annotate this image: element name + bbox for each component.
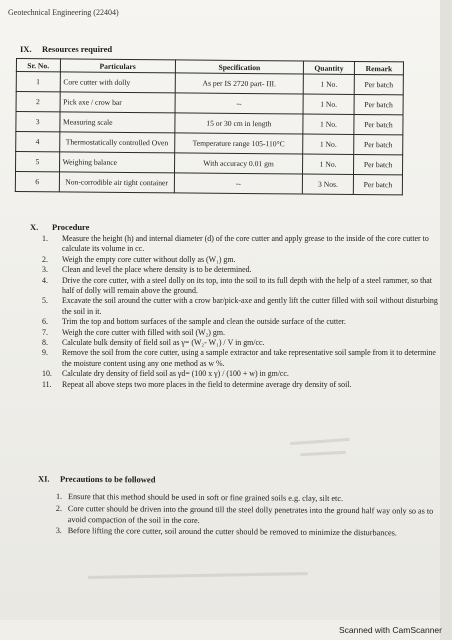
cell-specification: Temperature range 105-110°C	[175, 133, 303, 154]
step-text: Drive the core cutter, with a steel dolly on its top, into the soil to its full depth with the help of a steel rammer, so that half of dolly will remain above the ground.	[62, 275, 432, 296]
cell-quantity: 1 No.	[303, 94, 354, 114]
precautions-title: Precautions to be followed	[59, 473, 156, 485]
precautions-number: XI.	[37, 473, 50, 484]
step-number: 8.	[42, 338, 48, 348]
step-text: Calculate dry density of field soil as γd= (100 x γ) / (100 + w) in gm/cc.	[62, 369, 289, 379]
cell-specification: As per IS 2720 part- III.	[175, 73, 303, 94]
cell-remark: Per batch	[354, 154, 403, 174]
cell-particulars: Weighing balance	[59, 152, 174, 173]
cell-sr-no: 4	[16, 132, 60, 152]
step-number: 1.	[42, 234, 48, 243]
list-item	[55, 526, 436, 539]
step-text: Repeat all above steps two more places in the field to determine average dry density of soil.	[62, 379, 352, 389]
step-number: 10.	[42, 369, 52, 379]
list-item	[42, 265, 440, 275]
step-number: 9.	[42, 348, 48, 358]
column-header-sr-no: Sr. No.	[16, 59, 60, 72]
precaution-text: Before lifting the core cutter, soil around the cutter should be removed to minimize the disturbances.	[67, 526, 397, 538]
cell-quantity: 1 No.	[303, 134, 354, 154]
step-number: 2.	[42, 254, 48, 264]
step-number: 3.	[42, 265, 48, 275]
procedure-title: Procedure	[52, 222, 90, 232]
step-number: 11.	[42, 379, 52, 389]
cell-sr-no: 5	[16, 152, 60, 172]
step-text: Excavate the soil around the cutter with a crow bar/pick-axe and gently lift the cutter filled with soil without disturbing the soil in it.	[62, 296, 438, 316]
cell-specification: 15 or 30 cm in length	[175, 113, 303, 134]
cell-sr-no: 6	[15, 172, 59, 192]
cell-remark: Per batch	[354, 134, 403, 154]
step-text: Clean and level the place where density is to be determined.	[62, 265, 252, 275]
list-item	[42, 296, 440, 317]
cell-quantity: 1 No.	[303, 74, 354, 94]
precaution-text: Core cutter should be driven into the ground till the steel dolly penetrates into the ground half way only so as to avoid compaction of the soil in the core.	[67, 503, 434, 525]
cell-particulars: Core cutter with dolly	[60, 72, 175, 93]
cell-quantity: 1 No.	[303, 154, 354, 174]
list-item	[42, 317, 440, 327]
column-header-specification: Specification	[175, 60, 303, 74]
step-number: 6.	[42, 317, 48, 327]
column-header-remark: Remark	[354, 61, 403, 74]
step-text: Remove the soil from the core cutter, using a sample extractor and take representative soil sample from it to determine the moisture content using any one method as w %.	[62, 348, 436, 368]
list-item	[42, 327, 440, 338]
precautions-heading	[38, 474, 156, 485]
step-number: 7.	[42, 327, 48, 337]
list-item	[42, 348, 440, 369]
cell-quantity: 1 No.	[303, 114, 354, 134]
page-header: Geotechnical Engineering (22404)	[8, 8, 119, 17]
step-text: Calculate bulk density of field soil as γ= (W₂- W₁) / V in gm/cc.	[62, 338, 265, 348]
precaution-number: 3.	[55, 526, 62, 536]
cell-remark: Per batch	[354, 94, 403, 114]
cell-specification: --	[175, 93, 303, 114]
cell-sr-no: 2	[16, 92, 60, 112]
precaution-number: 1.	[55, 491, 63, 502]
cell-quantity: 3 Nos.	[302, 174, 353, 194]
resources-title: Resources required	[42, 44, 113, 54]
list-item	[42, 379, 440, 390]
resources-number: IX.	[20, 44, 32, 54]
list-item	[42, 234, 440, 255]
cell-specification: With accuracy 0.01 gm	[174, 153, 302, 174]
step-text: Trim the top and bottom surfaces of the sample and clean the outside surface of the cutter.	[62, 317, 346, 327]
resources-table	[15, 58, 404, 195]
column-header-particulars: Particulars	[60, 59, 175, 73]
precautions-list	[55, 491, 436, 541]
procedure-steps-list	[42, 234, 440, 390]
list-item	[55, 503, 436, 528]
list-item	[42, 369, 440, 379]
list-item	[42, 254, 440, 265]
procedure-number: X.	[30, 222, 39, 232]
table-row	[15, 172, 402, 195]
list-item	[42, 338, 440, 348]
cell-particulars: Measuring scale	[59, 112, 174, 133]
cell-sr-no: 3	[16, 112, 60, 132]
precaution-number: 2.	[55, 503, 63, 513]
step-text: Weigh the core cutter with filled with soil (W₂) gm.	[62, 327, 225, 337]
step-number: 4.	[42, 275, 48, 285]
cell-remark: Per batch	[354, 114, 403, 134]
step-text: Weigh the empty core cutter without dolly as (W₁) gm.	[62, 254, 236, 264]
column-header-quantity: Quantity	[303, 61, 354, 74]
cell-specification: --	[174, 173, 302, 194]
cell-particulars: Pick axe / crow bar	[60, 92, 175, 113]
cell-remark: Per batch	[353, 174, 402, 194]
cell-sr-no: 1	[16, 72, 60, 92]
cell-particulars: Thermostatically controlled Oven	[59, 132, 174, 153]
scan-edge	[440, 0, 452, 640]
cell-remark: Per batch	[354, 74, 403, 94]
list-item	[42, 275, 440, 297]
resources-heading	[20, 44, 112, 54]
step-text: Measure the height (h) and internal diameter (d) of the core cutter and apply grease to the inside of the core cutter to calculate its volume in cc.	[62, 234, 429, 254]
step-number: 5.	[42, 296, 48, 306]
procedure-heading	[30, 222, 89, 232]
scanner-footer: Scanned with CamScanner	[338, 625, 442, 635]
precaution-text: Ensure that this method should be used in soft or fine grained soils e.g. clay, silt etc.	[67, 492, 344, 503]
cell-particulars: Non-corrodible air tight container	[59, 172, 174, 193]
